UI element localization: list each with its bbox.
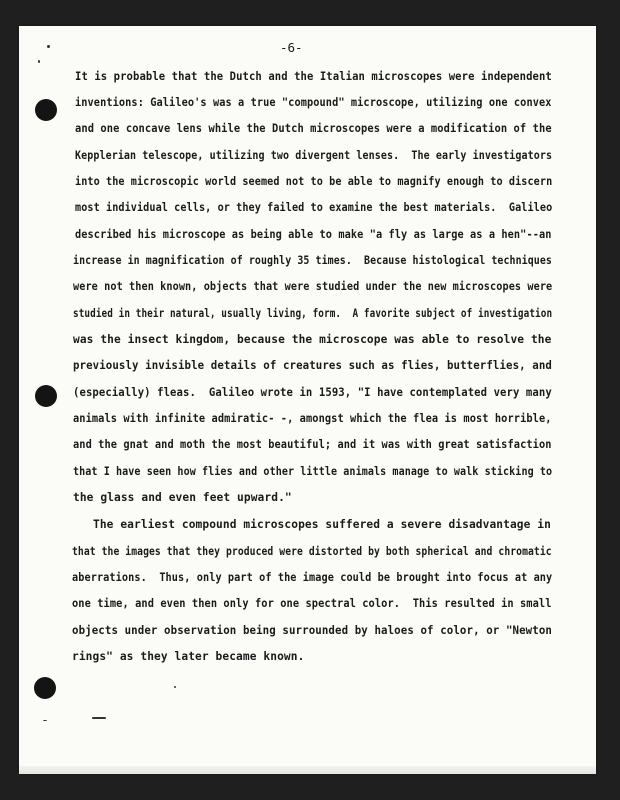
text-line: the glass and even feet upward." — [73, 491, 292, 504]
text-line: and one concave lens while the Dutch microscopes were a modification of the — [75, 122, 552, 135]
scan-speck — [43, 720, 47, 721]
text-line: and the gnat and moth the most beautiful; and it was with great satisfaction — [73, 438, 552, 451]
scan-speck — [92, 717, 106, 719]
text-line: (especially) fleas. Galileo wrote in 1593, "I have contemplated very many — [73, 386, 552, 399]
text-line: increase in magnification of roughly 35 times. Because histological techniques — [73, 254, 552, 267]
punch-hole-middle — [35, 385, 57, 407]
text-line: one time, and even then only for one spectral color. This resulted in small — [72, 597, 552, 610]
text-line: rings" as they later became known. — [72, 650, 305, 663]
text-line: that I have seen how flies and other little animals manage to walk sticking to — [73, 465, 553, 478]
text-line: that the images that they produced were distorted by both spherical and chromatic — [72, 545, 552, 558]
text-line: animals with infinite admiratic- -, amongst which the flea is most horrible, — [73, 412, 552, 425]
text-line: was the insect kingdom, because the microscope was able to resolve the — [73, 333, 552, 346]
scan-speck — [38, 60, 40, 63]
page-number: -6- — [280, 40, 303, 55]
text-line: The earliest compound microscopes suffered a severe disadvantage in — [93, 518, 551, 531]
text-line: most individual cells, or they failed to examine the best materials. Galileo — [75, 201, 553, 214]
text-line: were not then known, objects that were studied under the new microscopes were — [73, 280, 553, 293]
text-line: inventions: Galileo's was a true "compound" microscope, utilizing one convex — [75, 96, 552, 109]
text-line: studied in their natural, usually living, form. A favorite subject of investigation — [73, 307, 553, 320]
text-line: aberrations. Thus, only part of the image could be brought into focus at any — [72, 571, 553, 584]
text-line: into the microscopic world seemed not to be able to magnify enough to discern — [75, 175, 553, 188]
scan-speck — [174, 686, 176, 688]
page-bottom-edge — [19, 766, 596, 774]
text-line: Kepplerian telescope, utilizing two divergent lenses. The early investigators — [75, 149, 553, 162]
text-line: previously invisible details of creatures such as flies, butterflies, and — [73, 359, 552, 372]
punch-hole-bottom — [34, 677, 56, 699]
punch-hole-top — [35, 99, 57, 121]
scan-speck — [47, 45, 50, 48]
text-line: It is probable that the Dutch and the Italian microscopes were independent — [75, 70, 552, 83]
text-line: objects under observation being surrounded by haloes of color, or "Newton — [72, 624, 552, 637]
text-line: described his microscope as being able to make "a fly as large as a hen"--an — [75, 228, 552, 241]
